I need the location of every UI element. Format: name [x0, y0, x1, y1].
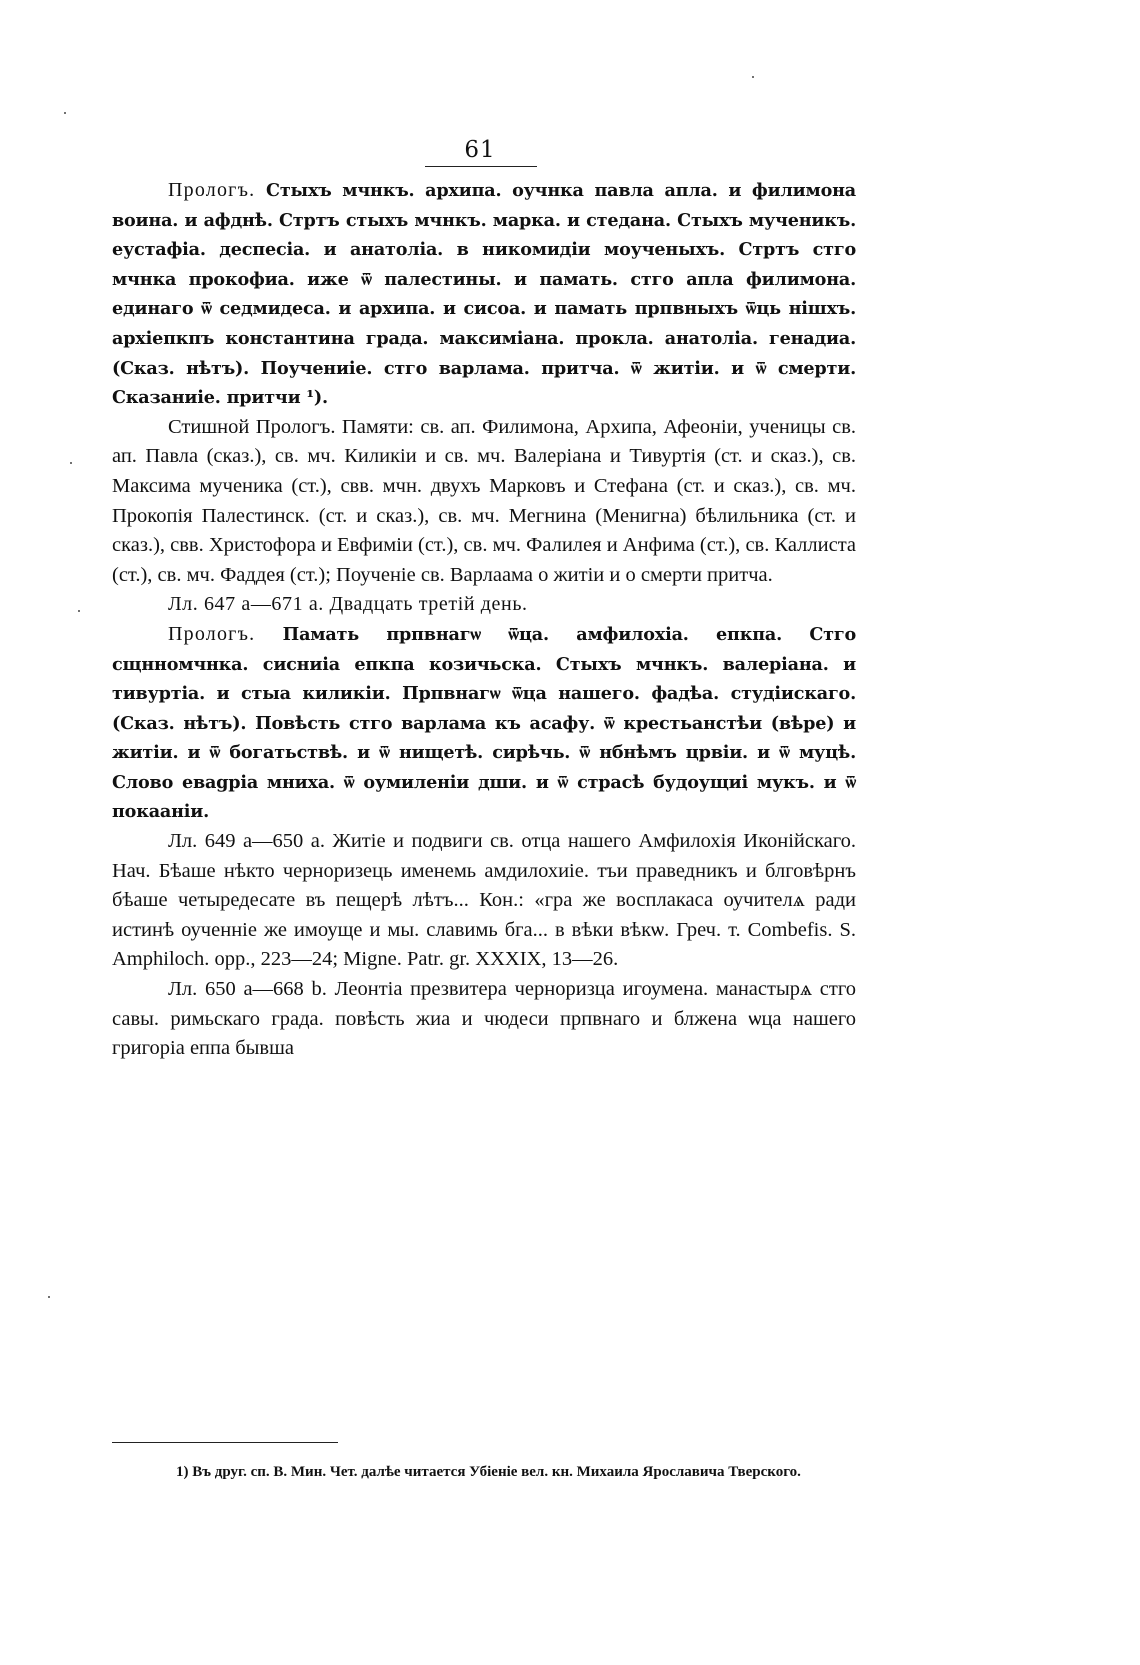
- body-text: [112, 176, 856, 1064]
- page-number-rule: [425, 166, 537, 167]
- scan-speck: [48, 1296, 50, 1298]
- paragraph-lead: Прологъ.: [168, 622, 256, 645]
- paragraph-text: Памать прпвнагѡ ѿца. амфилохіа. епкпа. Стго сщнномчнка. сисниіа епкпа козичьска. Стыхъ мчнкъ. валеріана. и тивуртіа. и стыа киликіи. Прпвнагѡ ѿца нашего. фадѣа. студіискаго. (Сказ. нѣтъ). Повѣсть стго варлама къ асафу. ѿ крестьанстѣи (вѣре) и житіи. и ѿ богатьствѣ. и ѿ нищетѣ. сирѣчь. ѿ нбнѣмъ црвіи. и ѿ муцѣ. Слово еваgріа мниха. ѿ оумиленіи дши. и ѿ страсѣ будоущиі мукъ. и ѿ покааніи.: [112, 623, 856, 823]
- paragraph-amphilochius-life: Лл. 649 а—650 а. Житіе и подвиги св. отца нашего Амфилохія Иконійскаго. Нач. Бѣаше нѣкто черноризець именемь амдилохиіе. тъи праведникъ и блговѣрнъ бѣаше четыредесате въ пещерѣ лѣтъ... Кон.: «гра же восплакаса оучителѧ ради истинѣ оученніе же имоуще и мы. славимь бга... в вѣки вѣкѡ. Греч. т. Combefis. S. Amphiloch. opp., 223—24; Migne. Patr. gr. XXXIX, 13—26.: [112, 830, 856, 971]
- paragraph-prologue-1: [112, 176, 856, 413]
- page-number: 61: [464, 137, 496, 163]
- paragraph-leontius: Лл. 650 а—668 b. Леонтіа презвитера черноризца игоумена. манастырѧ стго савы. римьскаго града. повѣсть жиа и чюдеси прпвнаго и блжена ѡца нашего григоріа еппа бывша: [112, 978, 856, 1060]
- scan-speck: [70, 462, 72, 464]
- footnote-rule: [112, 1442, 338, 1443]
- footnote-text: 1) Въ друг. сп. В. Мин. Чет. далѣе читается Убіеніе вел. кн. Михаила Ярославича Тверского.: [176, 1464, 801, 1480]
- paragraph-verse-prologue: Стишной Прологъ. Памяти: св. ап. Филимона, Архипа, Афеоніи, ученицы св. ап. Павла (сказ.), св. мч. Киликіи и св. мч. Валеріана и Тивуртія (ст. и сказ.), св. Максима мученика (ст.), свв. мчн. двухъ Марковъ и Стефана (ст. и сказ.), св. мч. Прокопія Палестинск. (ст. и сказ.), св. мч. Мегнина (Менигна) бѣлильника (ст. и сказ.), свв. Христофора и Евфиміи (ст.), св. мч. Фалилея и Анфима (ст.), св. Каллиста (ст.), св. мч. Фаддея (ст.); Поученіе св. Варлаама о житіи и о смерти притча.: [112, 415, 856, 586]
- scan-speck: [78, 610, 80, 612]
- scan-speck: [752, 76, 754, 78]
- paragraph-prologue-2: [112, 620, 856, 827]
- scan-speck: [64, 112, 66, 114]
- paragraph-lead: Прологъ.: [168, 179, 256, 201]
- section-heading-day-23: Лл. 647 а—671 а. Двадцать третій день.: [168, 593, 528, 616]
- footnote: [112, 1460, 856, 1485]
- paragraph-text: Стыхъ мчнкъ. архипа. оучнка павла апла. и филимона воина. и афднѣ. Стртъ стыхъ мчнкъ. марка. и стедана. Стыхъ мученикъ. еустафіа. деспесіа. и анатоліа. в никомидіи моученыхъ. Стртъ стго мчнка прокофиа. иже ѿ палестины. и памать. стго апла филимона. единаго ѿ седмидеса. и архипа. и сисоа. и памать прпвныхъ ѿць нішхъ. архіепкпъ константина града. максиміана. прокла. анатоліа. генадиа. (Сказ. нѣтъ). Поучениіе. стго варлама. притча. ѿ житіи. и ѿ смерти. Сказаниіе. притчи ¹).: [112, 180, 856, 409]
